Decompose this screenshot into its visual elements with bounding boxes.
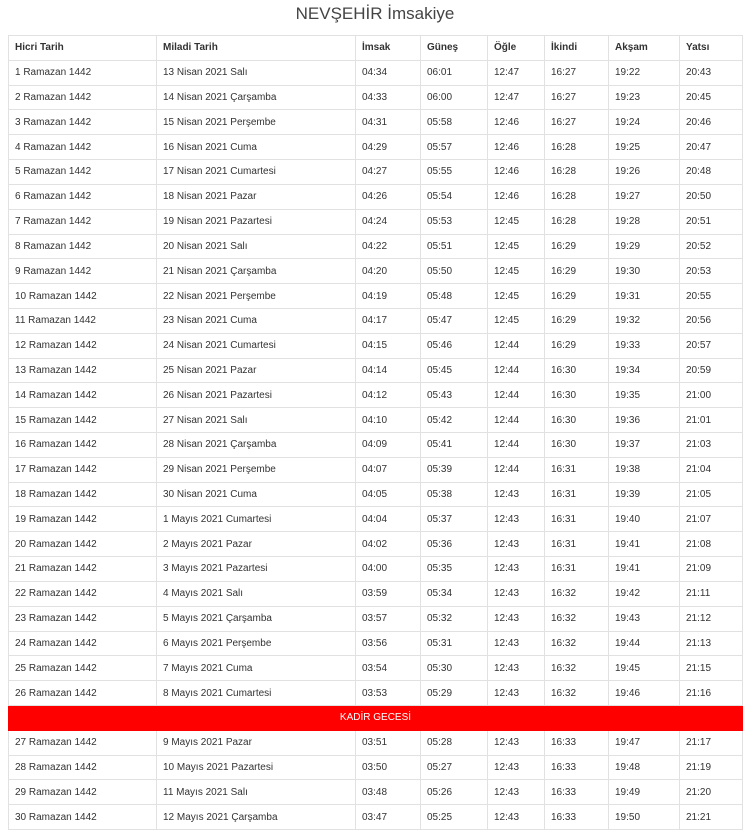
cell-yatsi: 20:57 bbox=[680, 333, 743, 358]
cell-gunes: 05:57 bbox=[421, 135, 488, 160]
cell-miladi-tarih: 5 Mayıs 2021 Çarşamba bbox=[157, 606, 356, 631]
cell-ogle: 12:43 bbox=[488, 656, 545, 681]
table-row bbox=[9, 805, 743, 830]
table-row bbox=[9, 408, 743, 433]
cell-ikindi: 16:33 bbox=[545, 730, 609, 755]
cell-yatsi: 20:50 bbox=[680, 184, 743, 209]
cell-ogle: 12:47 bbox=[488, 60, 545, 85]
cell-ikindi: 16:31 bbox=[545, 557, 609, 582]
cell-miladi-tarih: 8 Mayıs 2021 Cumartesi bbox=[157, 681, 356, 706]
cell-yatsi: 20:48 bbox=[680, 160, 743, 185]
cell-gunes: 05:55 bbox=[421, 160, 488, 185]
cell-miladi-tarih: 20 Nisan 2021 Salı bbox=[157, 234, 356, 259]
cell-imsak: 04:00 bbox=[356, 557, 421, 582]
cell-yatsi: 21:13 bbox=[680, 631, 743, 656]
table-row bbox=[9, 581, 743, 606]
cell-ikindi: 16:31 bbox=[545, 482, 609, 507]
cell-hicri-tarih: 4 Ramazan 1442 bbox=[9, 135, 157, 160]
cell-gunes: 05:30 bbox=[421, 656, 488, 681]
cell-imsak: 04:20 bbox=[356, 259, 421, 284]
cell-aksam: 19:38 bbox=[609, 457, 680, 482]
special-row-group bbox=[9, 705, 743, 730]
cell-miladi-tarih: 26 Nisan 2021 Pazartesi bbox=[157, 383, 356, 408]
cell-hicri-tarih: 24 Ramazan 1442 bbox=[9, 631, 157, 656]
cell-hicri-tarih: 12 Ramazan 1442 bbox=[9, 333, 157, 358]
cell-gunes: 05:53 bbox=[421, 209, 488, 234]
cell-ikindi: 16:27 bbox=[545, 85, 609, 110]
table-row bbox=[9, 730, 743, 755]
cell-aksam: 19:34 bbox=[609, 358, 680, 383]
table-row bbox=[9, 433, 743, 458]
cell-imsak: 04:15 bbox=[356, 333, 421, 358]
cell-imsak: 03:50 bbox=[356, 755, 421, 780]
cell-yatsi: 20:47 bbox=[680, 135, 743, 160]
cell-ogle: 12:43 bbox=[488, 805, 545, 830]
cell-hicri-tarih: 18 Ramazan 1442 bbox=[9, 482, 157, 507]
cell-aksam: 19:40 bbox=[609, 507, 680, 532]
cell-imsak: 03:56 bbox=[356, 631, 421, 656]
table-row bbox=[9, 110, 743, 135]
header-hicri-tarih: Hicri Tarih bbox=[9, 36, 157, 61]
table-row bbox=[9, 656, 743, 681]
cell-yatsi: 21:04 bbox=[680, 457, 743, 482]
cell-yatsi: 20:51 bbox=[680, 209, 743, 234]
cell-imsak: 04:31 bbox=[356, 110, 421, 135]
header-ogle: Öğle bbox=[488, 36, 545, 61]
cell-ogle: 12:43 bbox=[488, 631, 545, 656]
cell-hicri-tarih: 30 Ramazan 1442 bbox=[9, 805, 157, 830]
cell-aksam: 19:27 bbox=[609, 184, 680, 209]
table-row bbox=[9, 308, 743, 333]
cell-ogle: 12:46 bbox=[488, 135, 545, 160]
cell-miladi-tarih: 11 Mayıs 2021 Salı bbox=[157, 780, 356, 805]
cell-gunes: 05:32 bbox=[421, 606, 488, 631]
cell-gunes: 05:46 bbox=[421, 333, 488, 358]
table-body-before bbox=[9, 60, 743, 705]
table-row bbox=[9, 234, 743, 259]
table-row bbox=[9, 780, 743, 805]
table-row bbox=[9, 209, 743, 234]
cell-miladi-tarih: 24 Nisan 2021 Cumartesi bbox=[157, 333, 356, 358]
cell-miladi-tarih: 4 Mayıs 2021 Salı bbox=[157, 581, 356, 606]
cell-hicri-tarih: 22 Ramazan 1442 bbox=[9, 581, 157, 606]
cell-gunes: 05:50 bbox=[421, 259, 488, 284]
cell-hicri-tarih: 10 Ramazan 1442 bbox=[9, 284, 157, 309]
cell-ikindi: 16:28 bbox=[545, 160, 609, 185]
cell-imsak: 04:27 bbox=[356, 160, 421, 185]
imsakiye-table bbox=[8, 35, 743, 830]
cell-miladi-tarih: 7 Mayıs 2021 Cuma bbox=[157, 656, 356, 681]
cell-gunes: 05:25 bbox=[421, 805, 488, 830]
table-row bbox=[9, 383, 743, 408]
cell-ogle: 12:47 bbox=[488, 85, 545, 110]
cell-imsak: 03:51 bbox=[356, 730, 421, 755]
cell-aksam: 19:39 bbox=[609, 482, 680, 507]
cell-ikindi: 16:30 bbox=[545, 358, 609, 383]
cell-ikindi: 16:30 bbox=[545, 383, 609, 408]
cell-imsak: 04:09 bbox=[356, 433, 421, 458]
cell-ogle: 12:43 bbox=[488, 581, 545, 606]
cell-yatsi: 20:46 bbox=[680, 110, 743, 135]
cell-ogle: 12:43 bbox=[488, 730, 545, 755]
cell-ogle: 12:43 bbox=[488, 482, 545, 507]
table-row bbox=[9, 457, 743, 482]
cell-hicri-tarih: 25 Ramazan 1442 bbox=[9, 656, 157, 681]
cell-miladi-tarih: 29 Nisan 2021 Perşembe bbox=[157, 457, 356, 482]
table-row bbox=[9, 259, 743, 284]
cell-yatsi: 21:20 bbox=[680, 780, 743, 805]
cell-gunes: 05:38 bbox=[421, 482, 488, 507]
cell-yatsi: 20:43 bbox=[680, 60, 743, 85]
cell-imsak: 04:33 bbox=[356, 85, 421, 110]
kadir-gecesi-row bbox=[9, 705, 743, 730]
cell-gunes: 05:37 bbox=[421, 507, 488, 532]
cell-miladi-tarih: 23 Nisan 2021 Cuma bbox=[157, 308, 356, 333]
table-row bbox=[9, 631, 743, 656]
table-row bbox=[9, 606, 743, 631]
cell-hicri-tarih: 1 Ramazan 1442 bbox=[9, 60, 157, 85]
cell-miladi-tarih: 2 Mayıs 2021 Pazar bbox=[157, 532, 356, 557]
cell-yatsi: 21:15 bbox=[680, 656, 743, 681]
cell-hicri-tarih: 20 Ramazan 1442 bbox=[9, 532, 157, 557]
cell-ogle: 12:44 bbox=[488, 333, 545, 358]
table-row bbox=[9, 532, 743, 557]
cell-yatsi: 20:56 bbox=[680, 308, 743, 333]
cell-aksam: 19:36 bbox=[609, 408, 680, 433]
cell-miladi-tarih: 19 Nisan 2021 Pazartesi bbox=[157, 209, 356, 234]
cell-yatsi: 21:01 bbox=[680, 408, 743, 433]
cell-gunes: 06:01 bbox=[421, 60, 488, 85]
cell-aksam: 19:41 bbox=[609, 557, 680, 582]
cell-hicri-tarih: 11 Ramazan 1442 bbox=[9, 308, 157, 333]
cell-ikindi: 16:28 bbox=[545, 184, 609, 209]
table-row bbox=[9, 358, 743, 383]
cell-ogle: 12:43 bbox=[488, 780, 545, 805]
cell-aksam: 19:48 bbox=[609, 755, 680, 780]
cell-yatsi: 21:21 bbox=[680, 805, 743, 830]
cell-aksam: 19:41 bbox=[609, 532, 680, 557]
cell-ogle: 12:46 bbox=[488, 110, 545, 135]
table-row bbox=[9, 482, 743, 507]
table-row bbox=[9, 60, 743, 85]
table-row bbox=[9, 85, 743, 110]
cell-ogle: 12:45 bbox=[488, 284, 545, 309]
table-body-after bbox=[9, 730, 743, 829]
cell-hicri-tarih: 16 Ramazan 1442 bbox=[9, 433, 157, 458]
cell-yatsi: 21:12 bbox=[680, 606, 743, 631]
cell-yatsi: 20:55 bbox=[680, 284, 743, 309]
cell-imsak: 04:19 bbox=[356, 284, 421, 309]
cell-hicri-tarih: 23 Ramazan 1442 bbox=[9, 606, 157, 631]
header-yatsi: Yatsı bbox=[680, 36, 743, 61]
cell-gunes: 05:42 bbox=[421, 408, 488, 433]
cell-gunes: 05:36 bbox=[421, 532, 488, 557]
cell-yatsi: 21:19 bbox=[680, 755, 743, 780]
table-row bbox=[9, 507, 743, 532]
cell-miladi-tarih: 1 Mayıs 2021 Cumartesi bbox=[157, 507, 356, 532]
table-row bbox=[9, 284, 743, 309]
cell-hicri-tarih: 15 Ramazan 1442 bbox=[9, 408, 157, 433]
cell-yatsi: 20:52 bbox=[680, 234, 743, 259]
cell-aksam: 19:46 bbox=[609, 681, 680, 706]
kadir-gecesi-label: KADİR GECESİ bbox=[9, 705, 743, 730]
cell-yatsi: 20:59 bbox=[680, 358, 743, 383]
cell-miladi-tarih: 18 Nisan 2021 Pazar bbox=[157, 184, 356, 209]
header-ikindi: İkindi bbox=[545, 36, 609, 61]
cell-imsak: 04:29 bbox=[356, 135, 421, 160]
cell-yatsi: 20:45 bbox=[680, 85, 743, 110]
cell-ikindi: 16:27 bbox=[545, 110, 609, 135]
cell-gunes: 05:51 bbox=[421, 234, 488, 259]
cell-aksam: 19:33 bbox=[609, 333, 680, 358]
cell-ikindi: 16:29 bbox=[545, 284, 609, 309]
header-gunes: Güneş bbox=[421, 36, 488, 61]
cell-imsak: 03:47 bbox=[356, 805, 421, 830]
cell-imsak: 03:48 bbox=[356, 780, 421, 805]
cell-imsak: 04:12 bbox=[356, 383, 421, 408]
cell-miladi-tarih: 21 Nisan 2021 Çarşamba bbox=[157, 259, 356, 284]
cell-aksam: 19:35 bbox=[609, 383, 680, 408]
cell-gunes: 05:29 bbox=[421, 681, 488, 706]
cell-gunes: 05:54 bbox=[421, 184, 488, 209]
table-row bbox=[9, 135, 743, 160]
cell-ikindi: 16:31 bbox=[545, 507, 609, 532]
cell-hicri-tarih: 21 Ramazan 1442 bbox=[9, 557, 157, 582]
cell-imsak: 04:05 bbox=[356, 482, 421, 507]
cell-miladi-tarih: 22 Nisan 2021 Perşembe bbox=[157, 284, 356, 309]
cell-miladi-tarih: 27 Nisan 2021 Salı bbox=[157, 408, 356, 433]
cell-ikindi: 16:33 bbox=[545, 755, 609, 780]
cell-ikindi: 16:32 bbox=[545, 631, 609, 656]
cell-aksam: 19:50 bbox=[609, 805, 680, 830]
cell-miladi-tarih: 15 Nisan 2021 Perşembe bbox=[157, 110, 356, 135]
cell-gunes: 05:43 bbox=[421, 383, 488, 408]
cell-miladi-tarih: 17 Nisan 2021 Cumartesi bbox=[157, 160, 356, 185]
cell-yatsi: 21:17 bbox=[680, 730, 743, 755]
cell-ikindi: 16:31 bbox=[545, 457, 609, 482]
cell-gunes: 05:27 bbox=[421, 755, 488, 780]
cell-ikindi: 16:33 bbox=[545, 805, 609, 830]
cell-miladi-tarih: 9 Mayıs 2021 Pazar bbox=[157, 730, 356, 755]
cell-hicri-tarih: 19 Ramazan 1442 bbox=[9, 507, 157, 532]
cell-miladi-tarih: 12 Mayıs 2021 Çarşamba bbox=[157, 805, 356, 830]
cell-yatsi: 21:09 bbox=[680, 557, 743, 582]
page-title: NEVŞEHİR İmsakiye bbox=[295, 4, 455, 23]
cell-aksam: 19:32 bbox=[609, 308, 680, 333]
cell-ikindi: 16:30 bbox=[545, 433, 609, 458]
table-header-row bbox=[9, 36, 743, 61]
cell-imsak: 03:57 bbox=[356, 606, 421, 631]
cell-imsak: 04:02 bbox=[356, 532, 421, 557]
cell-aksam: 19:23 bbox=[609, 85, 680, 110]
cell-gunes: 05:58 bbox=[421, 110, 488, 135]
cell-ikindi: 16:28 bbox=[545, 209, 609, 234]
cell-imsak: 04:17 bbox=[356, 308, 421, 333]
cell-gunes: 05:31 bbox=[421, 631, 488, 656]
cell-ikindi: 16:31 bbox=[545, 532, 609, 557]
cell-gunes: 05:26 bbox=[421, 780, 488, 805]
cell-imsak: 04:22 bbox=[356, 234, 421, 259]
table-row bbox=[9, 333, 743, 358]
cell-hicri-tarih: 17 Ramazan 1442 bbox=[9, 457, 157, 482]
cell-hicri-tarih: 8 Ramazan 1442 bbox=[9, 234, 157, 259]
cell-imsak: 04:24 bbox=[356, 209, 421, 234]
cell-imsak: 04:04 bbox=[356, 507, 421, 532]
cell-imsak: 03:53 bbox=[356, 681, 421, 706]
cell-yatsi: 21:11 bbox=[680, 581, 743, 606]
cell-imsak: 04:26 bbox=[356, 184, 421, 209]
header-aksam: Akşam bbox=[609, 36, 680, 61]
cell-ikindi: 16:32 bbox=[545, 656, 609, 681]
cell-yatsi: 21:03 bbox=[680, 433, 743, 458]
cell-ikindi: 16:29 bbox=[545, 234, 609, 259]
cell-ogle: 12:45 bbox=[488, 234, 545, 259]
cell-ogle: 12:45 bbox=[488, 209, 545, 234]
cell-ikindi: 16:29 bbox=[545, 259, 609, 284]
cell-hicri-tarih: 14 Ramazan 1442 bbox=[9, 383, 157, 408]
cell-aksam: 19:45 bbox=[609, 656, 680, 681]
cell-ikindi: 16:32 bbox=[545, 681, 609, 706]
cell-gunes: 05:45 bbox=[421, 358, 488, 383]
cell-ogle: 12:44 bbox=[488, 383, 545, 408]
header-imsak: İmsak bbox=[356, 36, 421, 61]
cell-imsak: 04:14 bbox=[356, 358, 421, 383]
cell-imsak: 04:07 bbox=[356, 457, 421, 482]
cell-hicri-tarih: 28 Ramazan 1442 bbox=[9, 755, 157, 780]
table-row bbox=[9, 755, 743, 780]
cell-ogle: 12:44 bbox=[488, 358, 545, 383]
cell-hicri-tarih: 29 Ramazan 1442 bbox=[9, 780, 157, 805]
cell-miladi-tarih: 6 Mayıs 2021 Perşembe bbox=[157, 631, 356, 656]
cell-aksam: 19:31 bbox=[609, 284, 680, 309]
cell-gunes: 06:00 bbox=[421, 85, 488, 110]
cell-ikindi: 16:27 bbox=[545, 60, 609, 85]
cell-yatsi: 21:16 bbox=[680, 681, 743, 706]
cell-gunes: 05:34 bbox=[421, 581, 488, 606]
cell-aksam: 19:25 bbox=[609, 135, 680, 160]
cell-yatsi: 21:07 bbox=[680, 507, 743, 532]
cell-aksam: 19:26 bbox=[609, 160, 680, 185]
cell-aksam: 19:24 bbox=[609, 110, 680, 135]
cell-hicri-tarih: 7 Ramazan 1442 bbox=[9, 209, 157, 234]
cell-miladi-tarih: 28 Nisan 2021 Çarşamba bbox=[157, 433, 356, 458]
cell-gunes: 05:41 bbox=[421, 433, 488, 458]
table-row bbox=[9, 160, 743, 185]
cell-miladi-tarih: 3 Mayıs 2021 Pazartesi bbox=[157, 557, 356, 582]
cell-ogle: 12:43 bbox=[488, 606, 545, 631]
cell-hicri-tarih: 9 Ramazan 1442 bbox=[9, 259, 157, 284]
cell-ogle: 12:45 bbox=[488, 308, 545, 333]
cell-miladi-tarih: 30 Nisan 2021 Cuma bbox=[157, 482, 356, 507]
cell-gunes: 05:28 bbox=[421, 730, 488, 755]
cell-ikindi: 16:28 bbox=[545, 135, 609, 160]
cell-ikindi: 16:33 bbox=[545, 780, 609, 805]
cell-ogle: 12:43 bbox=[488, 532, 545, 557]
cell-ogle: 12:46 bbox=[488, 160, 545, 185]
table-row bbox=[9, 681, 743, 706]
cell-hicri-tarih: 3 Ramazan 1442 bbox=[9, 110, 157, 135]
cell-ogle: 12:43 bbox=[488, 681, 545, 706]
cell-ogle: 12:45 bbox=[488, 259, 545, 284]
cell-miladi-tarih: 10 Mayıs 2021 Pazartesi bbox=[157, 755, 356, 780]
cell-hicri-tarih: 2 Ramazan 1442 bbox=[9, 85, 157, 110]
cell-ikindi: 16:29 bbox=[545, 333, 609, 358]
cell-yatsi: 21:08 bbox=[680, 532, 743, 557]
cell-hicri-tarih: 5 Ramazan 1442 bbox=[9, 160, 157, 185]
cell-aksam: 19:37 bbox=[609, 433, 680, 458]
cell-miladi-tarih: 13 Nisan 2021 Salı bbox=[157, 60, 356, 85]
cell-ogle: 12:44 bbox=[488, 457, 545, 482]
cell-imsak: 04:10 bbox=[356, 408, 421, 433]
cell-gunes: 05:39 bbox=[421, 457, 488, 482]
cell-ogle: 12:43 bbox=[488, 557, 545, 582]
cell-ogle: 12:44 bbox=[488, 433, 545, 458]
cell-yatsi: 21:00 bbox=[680, 383, 743, 408]
cell-aksam: 19:47 bbox=[609, 730, 680, 755]
cell-ogle: 12:43 bbox=[488, 507, 545, 532]
cell-ogle: 12:43 bbox=[488, 755, 545, 780]
cell-miladi-tarih: 14 Nisan 2021 Çarşamba bbox=[157, 85, 356, 110]
cell-yatsi: 20:53 bbox=[680, 259, 743, 284]
cell-yatsi: 21:05 bbox=[680, 482, 743, 507]
cell-hicri-tarih: 13 Ramazan 1442 bbox=[9, 358, 157, 383]
cell-aksam: 19:30 bbox=[609, 259, 680, 284]
cell-hicri-tarih: 6 Ramazan 1442 bbox=[9, 184, 157, 209]
cell-aksam: 19:42 bbox=[609, 581, 680, 606]
cell-gunes: 05:35 bbox=[421, 557, 488, 582]
cell-ikindi: 16:32 bbox=[545, 581, 609, 606]
table-row bbox=[9, 557, 743, 582]
cell-ogle: 12:44 bbox=[488, 408, 545, 433]
cell-ikindi: 16:30 bbox=[545, 408, 609, 433]
cell-aksam: 19:44 bbox=[609, 631, 680, 656]
cell-gunes: 05:48 bbox=[421, 284, 488, 309]
cell-miladi-tarih: 25 Nisan 2021 Pazar bbox=[157, 358, 356, 383]
cell-imsak: 04:34 bbox=[356, 60, 421, 85]
cell-gunes: 05:47 bbox=[421, 308, 488, 333]
cell-aksam: 19:29 bbox=[609, 234, 680, 259]
cell-aksam: 19:49 bbox=[609, 780, 680, 805]
cell-miladi-tarih: 16 Nisan 2021 Cuma bbox=[157, 135, 356, 160]
cell-imsak: 03:54 bbox=[356, 656, 421, 681]
cell-aksam: 19:22 bbox=[609, 60, 680, 85]
cell-hicri-tarih: 27 Ramazan 1442 bbox=[9, 730, 157, 755]
table-row bbox=[9, 184, 743, 209]
cell-hicri-tarih: 26 Ramazan 1442 bbox=[9, 681, 157, 706]
cell-aksam: 19:28 bbox=[609, 209, 680, 234]
cell-ogle: 12:46 bbox=[488, 184, 545, 209]
cell-ikindi: 16:29 bbox=[545, 308, 609, 333]
header-miladi-tarih: Miladi Tarih bbox=[157, 36, 356, 61]
cell-aksam: 19:43 bbox=[609, 606, 680, 631]
cell-ikindi: 16:32 bbox=[545, 606, 609, 631]
cell-imsak: 03:59 bbox=[356, 581, 421, 606]
